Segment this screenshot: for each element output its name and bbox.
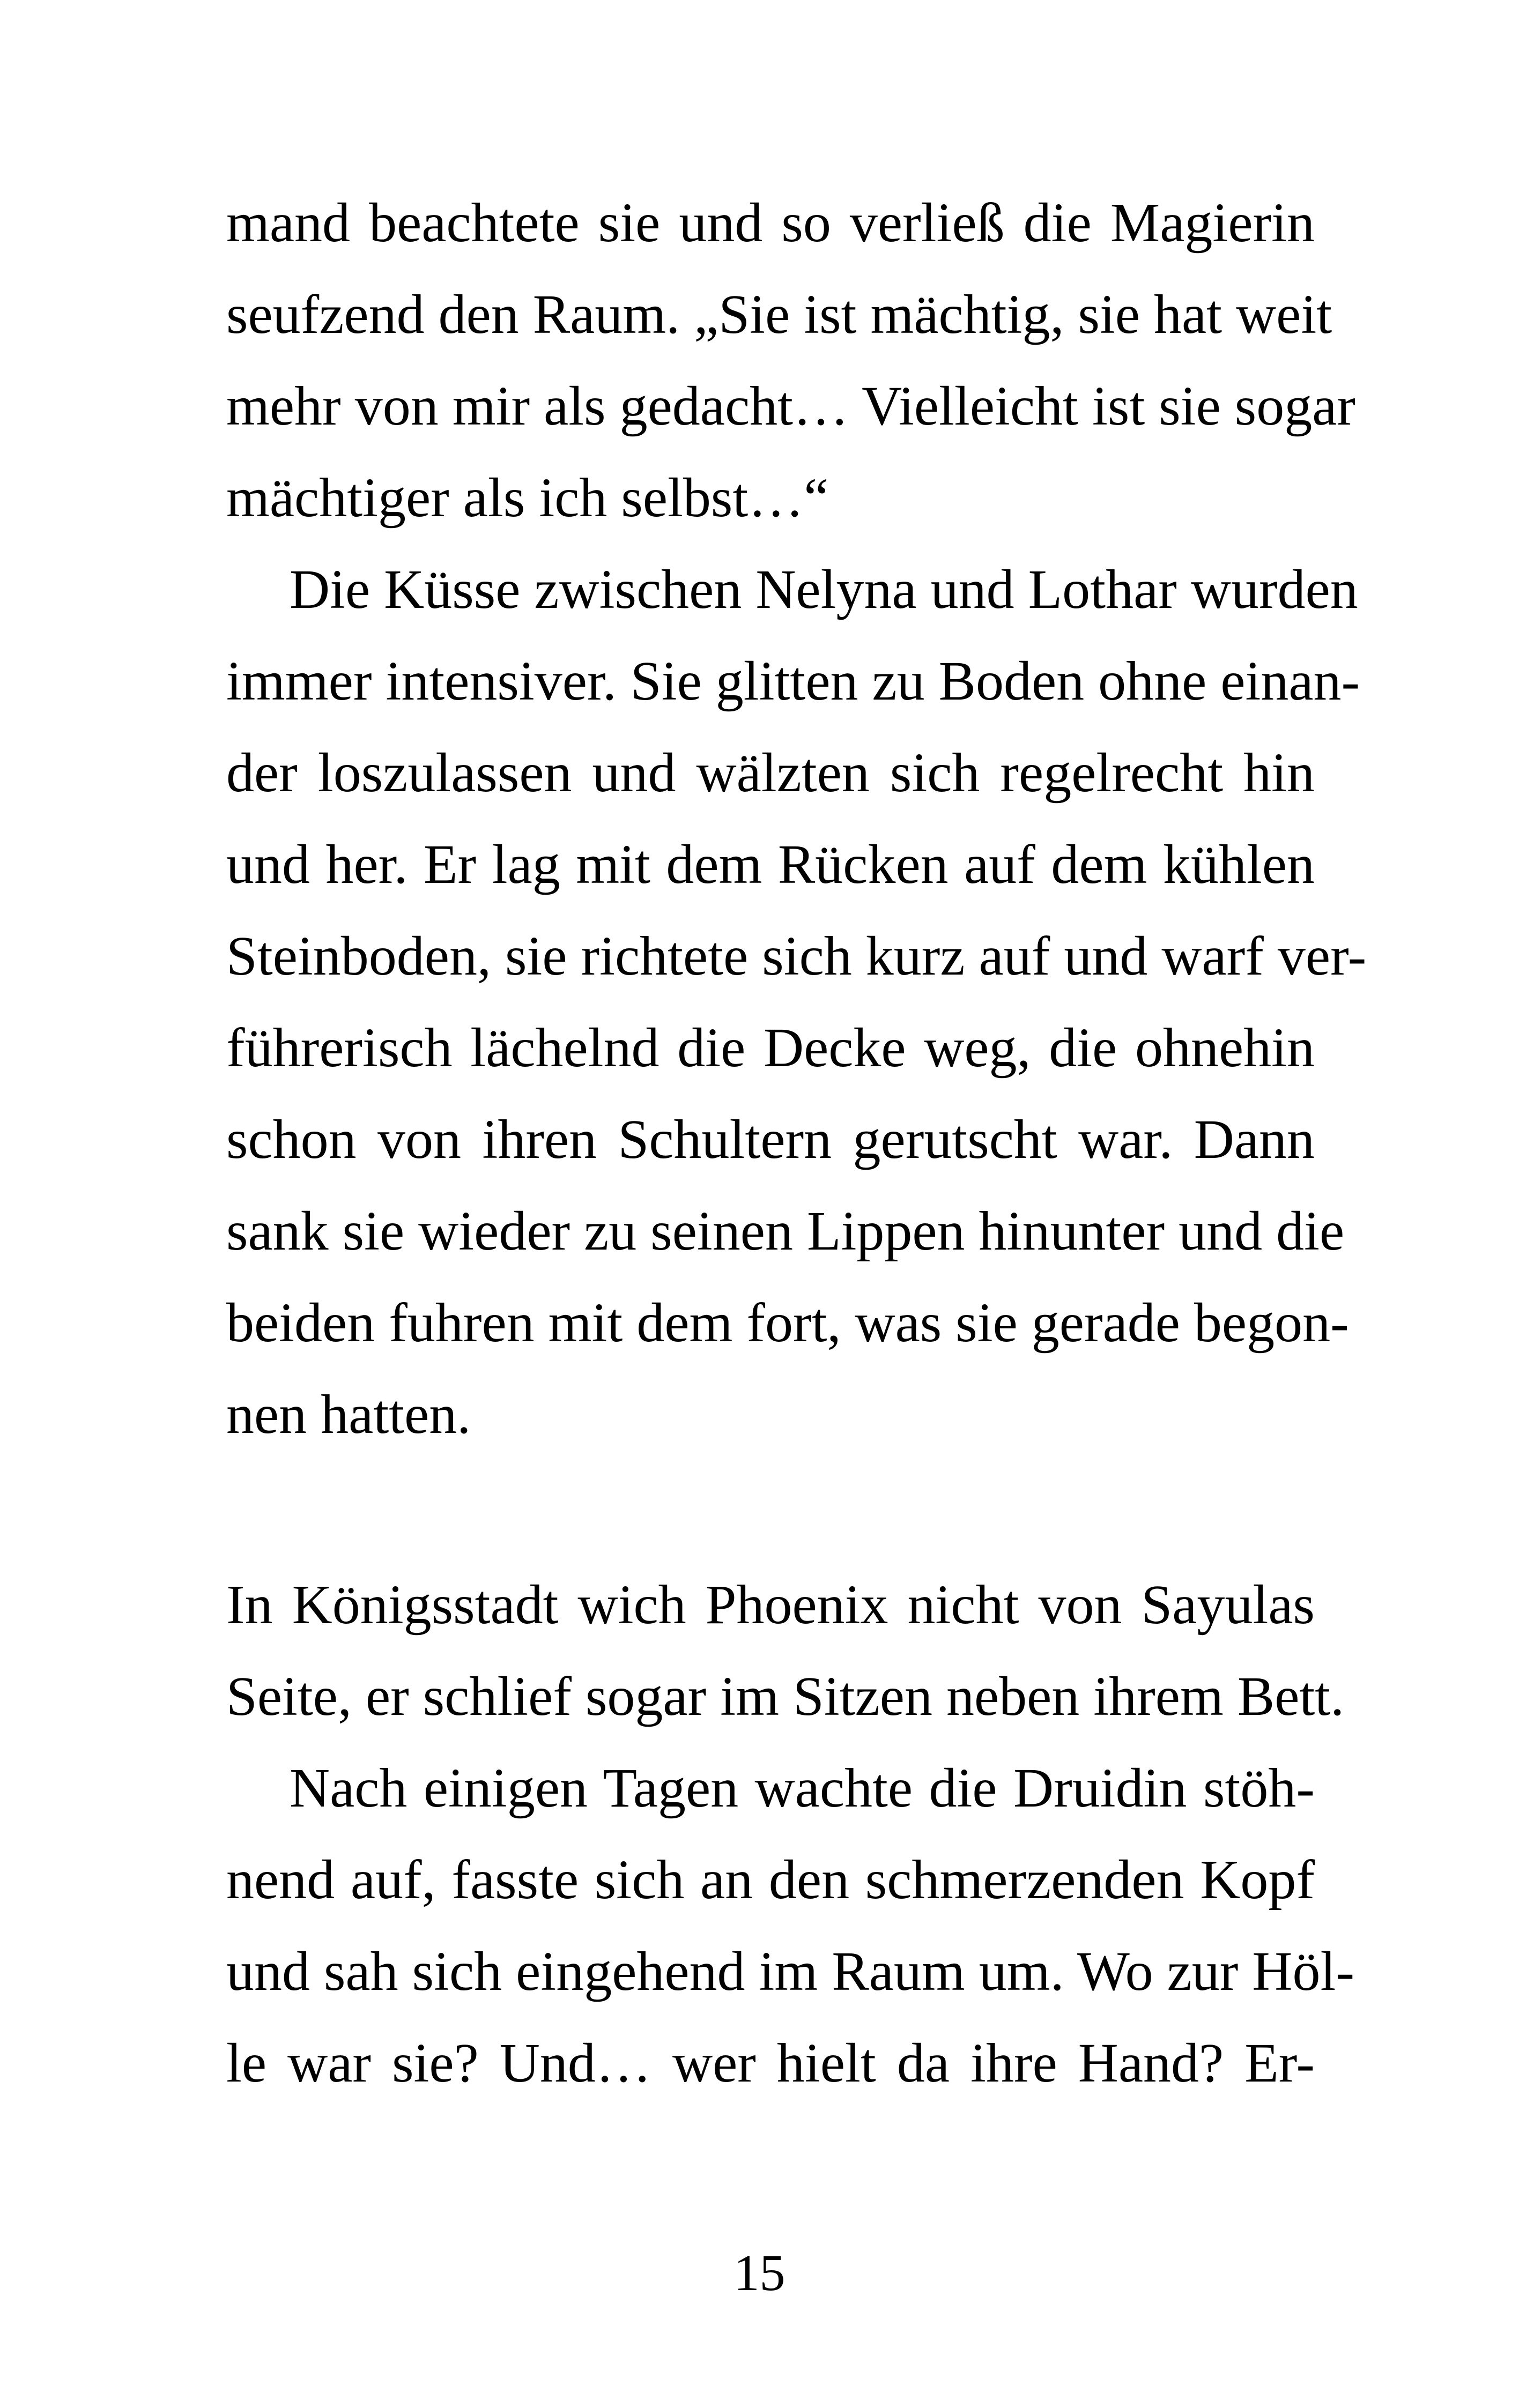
text-line: mehr von mir als gedacht… Vielleicht ist sie sogar (226, 375, 1355, 437)
text-line: sank sie wieder zu seinen Lippen hinunter und die (226, 1200, 1345, 1262)
text-section-1 (226, 177, 1367, 1460)
text-line: Steinboden, sie richtete sich kurz auf und warf ver- (226, 925, 1367, 987)
text-line: mächtiger als ich selbst…“ (226, 467, 829, 529)
text-line: mand beachtete sie und so verließ die Magierin (226, 192, 1315, 254)
text-line: Nach einigen Tagen wachte die Druidin stöh- (290, 1757, 1315, 1819)
text-line: beiden fuhren mit dem fort, was sie gerade begon- (226, 1292, 1349, 1354)
text-line: le war sie? Und… wer hielt da ihre Hand? Er- (226, 2032, 1315, 2094)
text-line: nend auf, fasste sich an den schmerzenden Kopf (226, 1849, 1315, 1911)
paragraph (226, 1742, 1355, 2109)
text-line: In Königsstadt wich Phoenix nicht von Sayulas (226, 1574, 1315, 1636)
text-line: führerisch lächelnd die Decke weg, die ohnehin (226, 1017, 1315, 1079)
page-number: 15 (733, 2244, 786, 2301)
text-line: Seite, er schlief sogar im Sitzen neben ihrem Bett. (226, 1666, 1345, 1727)
text-line: immer intensiver. Sie glitten zu Boden ohne einan- (226, 650, 1360, 712)
text-line: und her. Er lag mit dem Rücken auf dem kühlen (226, 834, 1315, 895)
paragraph (226, 544, 1367, 1460)
text-section-2 (226, 1559, 1355, 2109)
text-line: der loszulassen und wälzten sich regelrecht hin (226, 742, 1315, 804)
paragraph (226, 1559, 1345, 1742)
paragraph (226, 177, 1355, 544)
text-line: seufzend den Raum. „Sie ist mächtig, sie hat weit (226, 284, 1332, 345)
text-line: schon von ihren Schultern gerutscht war. Dann (226, 1109, 1315, 1170)
text-line: nen hatten. (226, 1384, 471, 1445)
text-line: und sah sich eingehend im Raum um. Wo zur Höl- (226, 1941, 1355, 2002)
text-line: Die Küsse zwischen Nelyna und Lothar wurden (290, 559, 1358, 620)
